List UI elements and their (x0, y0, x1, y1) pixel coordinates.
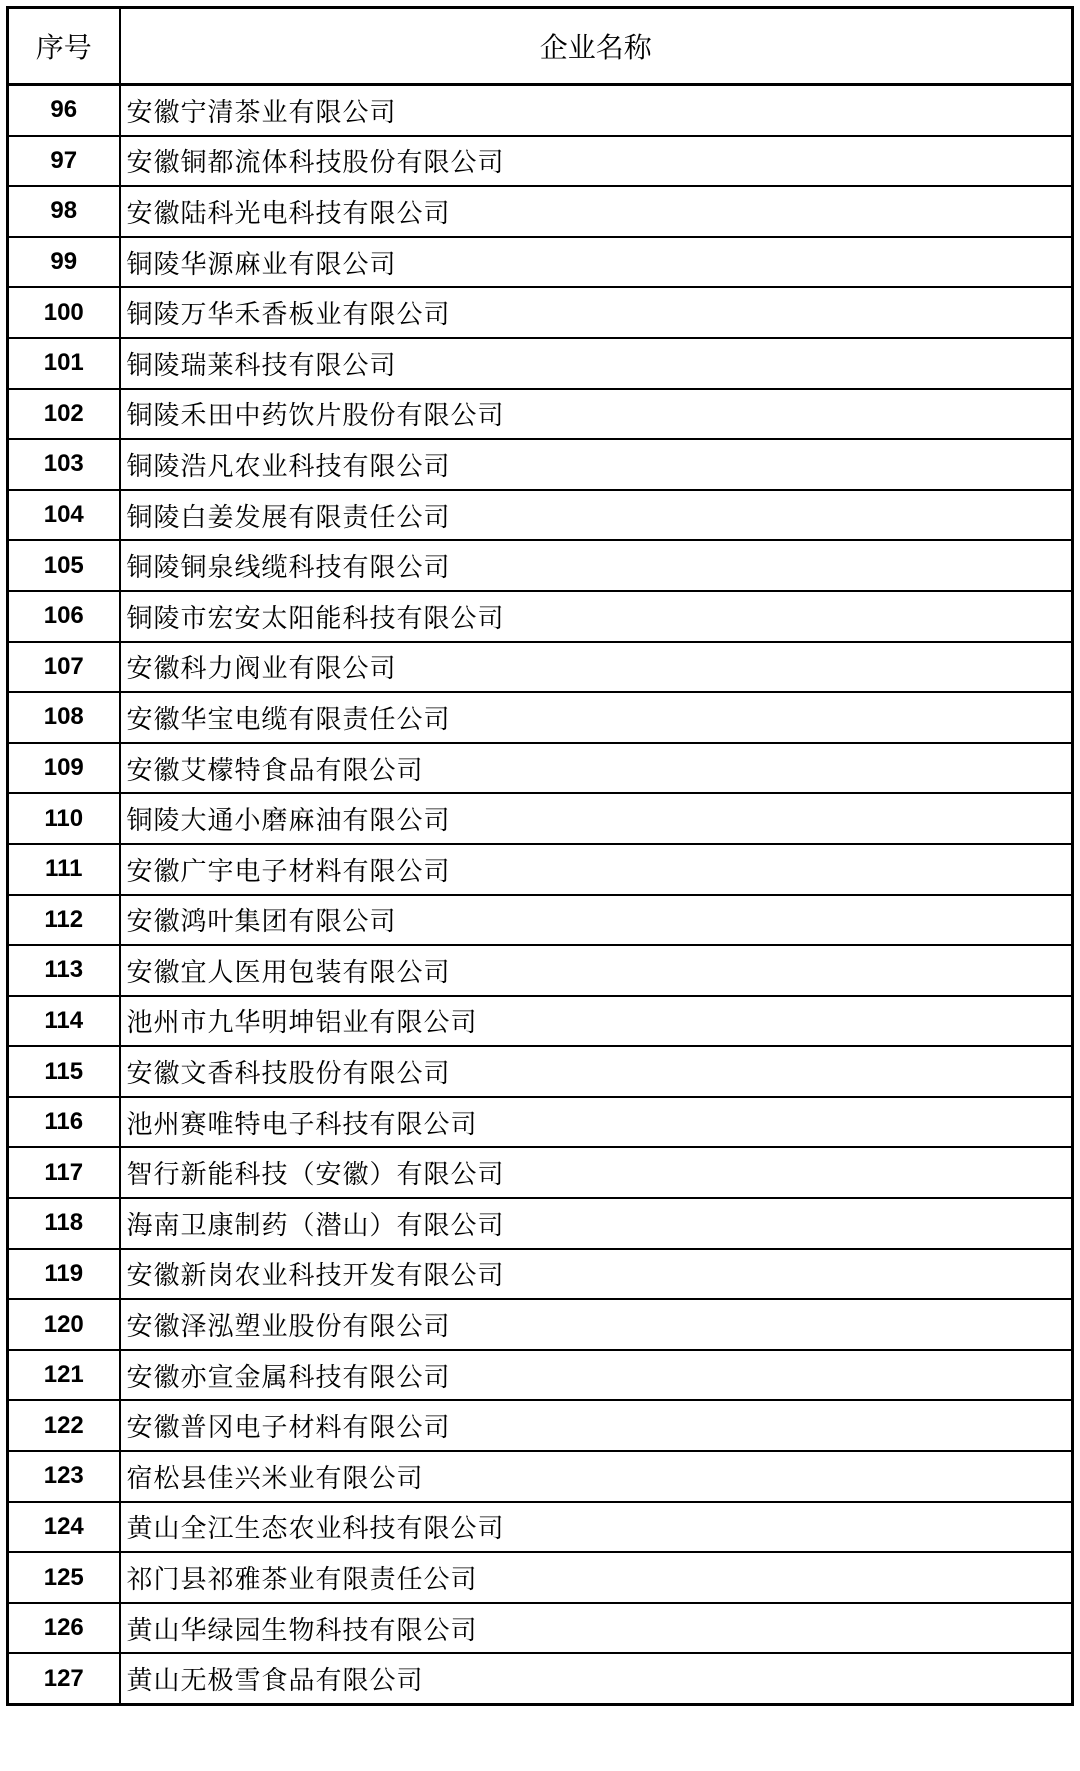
row-index-cell: 125 (8, 1552, 120, 1603)
table-row (8, 642, 1073, 693)
company-name-cell: 铜陵铜泉线缆科技有限公司 (120, 540, 1073, 591)
table-row (8, 1046, 1073, 1097)
header-row (8, 8, 1073, 85)
company-name-cell: 铜陵大通小磨麻油有限公司 (120, 793, 1073, 844)
company-name-cell: 海南卫康制药（潜山）有限公司 (120, 1198, 1073, 1249)
company-name-cell: 铜陵禾田中药饮片股份有限公司 (120, 389, 1073, 440)
table-row (8, 1198, 1073, 1249)
row-index-cell: 99 (8, 237, 120, 288)
company-name-cell: 铜陵浩凡农业科技有限公司 (120, 439, 1073, 490)
row-index-cell: 127 (8, 1653, 120, 1704)
company-name-cell: 铜陵华源麻业有限公司 (120, 237, 1073, 288)
table-row (8, 1451, 1073, 1502)
company-name-cell: 黄山华绿园生物科技有限公司 (120, 1603, 1073, 1654)
row-index-cell: 126 (8, 1603, 120, 1654)
row-index-cell: 117 (8, 1147, 120, 1198)
row-index-cell: 114 (8, 996, 120, 1047)
row-index-cell: 119 (8, 1249, 120, 1300)
table-row (8, 591, 1073, 642)
table-row (8, 338, 1073, 389)
row-index-cell: 110 (8, 793, 120, 844)
row-index-cell: 124 (8, 1502, 120, 1553)
table-row (8, 996, 1073, 1047)
table-row (8, 287, 1073, 338)
company-name-cell: 安徽鸿叶集团有限公司 (120, 895, 1073, 946)
company-name-cell: 祁门县祁雅茶业有限责任公司 (120, 1552, 1073, 1603)
row-index-cell: 101 (8, 338, 120, 389)
company-name-cell: 黄山无极雪食品有限公司 (120, 1653, 1073, 1704)
table-row (8, 692, 1073, 743)
table-row (8, 237, 1073, 288)
company-name-cell: 安徽宜人医用包装有限公司 (120, 945, 1073, 996)
row-index-cell: 115 (8, 1046, 120, 1097)
table-row (8, 490, 1073, 541)
row-index-cell: 96 (8, 85, 120, 136)
row-index-cell: 97 (8, 136, 120, 187)
table-row (8, 1502, 1073, 1553)
row-index-cell: 122 (8, 1400, 120, 1451)
table-row (8, 1400, 1073, 1451)
company-name-cell: 安徽亦宣金属科技有限公司 (120, 1350, 1073, 1401)
enterprise-list-table (6, 6, 1074, 1706)
table-body (8, 85, 1073, 1705)
table-row (8, 540, 1073, 591)
table-row (8, 895, 1073, 946)
table-row (8, 1147, 1073, 1198)
company-name-cell: 安徽科力阀业有限公司 (120, 642, 1073, 693)
company-name-cell: 安徽文香科技股份有限公司 (120, 1046, 1073, 1097)
table-row (8, 945, 1073, 996)
company-name-cell: 智行新能科技（安徽）有限公司 (120, 1147, 1073, 1198)
row-index-cell: 103 (8, 439, 120, 490)
column-header-index: 序号 (8, 8, 120, 85)
table-row (8, 1097, 1073, 1148)
table-row (8, 793, 1073, 844)
table-row (8, 85, 1073, 136)
row-index-cell: 123 (8, 1451, 120, 1502)
table-row (8, 136, 1073, 187)
company-name-cell: 宿松县佳兴米业有限公司 (120, 1451, 1073, 1502)
row-index-cell: 106 (8, 591, 120, 642)
table-row (8, 1653, 1073, 1704)
row-index-cell: 105 (8, 540, 120, 591)
company-name-cell: 安徽泽泓塑业股份有限公司 (120, 1299, 1073, 1350)
company-name-cell: 安徽宁清茶业有限公司 (120, 85, 1073, 136)
row-index-cell: 120 (8, 1299, 120, 1350)
table-row (8, 389, 1073, 440)
company-name-cell: 安徽陆科光电科技有限公司 (120, 186, 1073, 237)
row-index-cell: 113 (8, 945, 120, 996)
row-index-cell: 111 (8, 844, 120, 895)
row-index-cell: 107 (8, 642, 120, 693)
column-header-name: 企业名称 (120, 8, 1073, 85)
row-index-cell: 104 (8, 490, 120, 541)
row-index-cell: 121 (8, 1350, 120, 1401)
company-name-cell: 铜陵白姜发展有限责任公司 (120, 490, 1073, 541)
table-row (8, 1552, 1073, 1603)
table-row (8, 439, 1073, 490)
row-index-cell: 116 (8, 1097, 120, 1148)
row-index-cell: 108 (8, 692, 120, 743)
row-index-cell: 100 (8, 287, 120, 338)
table-row (8, 1603, 1073, 1654)
table-row (8, 743, 1073, 794)
table-row (8, 1299, 1073, 1350)
company-name-cell: 池州赛唯特电子科技有限公司 (120, 1097, 1073, 1148)
company-name-cell: 铜陵瑞莱科技有限公司 (120, 338, 1073, 389)
company-name-cell: 铜陵万华禾香板业有限公司 (120, 287, 1073, 338)
table-row (8, 186, 1073, 237)
company-name-cell: 铜陵市宏安太阳能科技有限公司 (120, 591, 1073, 642)
company-name-cell: 安徽艾檬特食品有限公司 (120, 743, 1073, 794)
table-row (8, 1350, 1073, 1401)
table-row (8, 1249, 1073, 1300)
table-header (8, 8, 1073, 85)
company-name-cell: 安徽普冈电子材料有限公司 (120, 1400, 1073, 1451)
row-index-cell: 109 (8, 743, 120, 794)
company-name-cell: 黄山全江生态农业科技有限公司 (120, 1502, 1073, 1553)
company-name-cell: 安徽铜都流体科技股份有限公司 (120, 136, 1073, 187)
row-index-cell: 118 (8, 1198, 120, 1249)
company-name-cell: 安徽新岗农业科技开发有限公司 (120, 1249, 1073, 1300)
row-index-cell: 102 (8, 389, 120, 440)
company-name-cell: 安徽华宝电缆有限责任公司 (120, 692, 1073, 743)
row-index-cell: 112 (8, 895, 120, 946)
row-index-cell: 98 (8, 186, 120, 237)
company-name-cell: 安徽广宇电子材料有限公司 (120, 844, 1073, 895)
company-name-cell: 池州市九华明坤铝业有限公司 (120, 996, 1073, 1047)
table-row (8, 844, 1073, 895)
